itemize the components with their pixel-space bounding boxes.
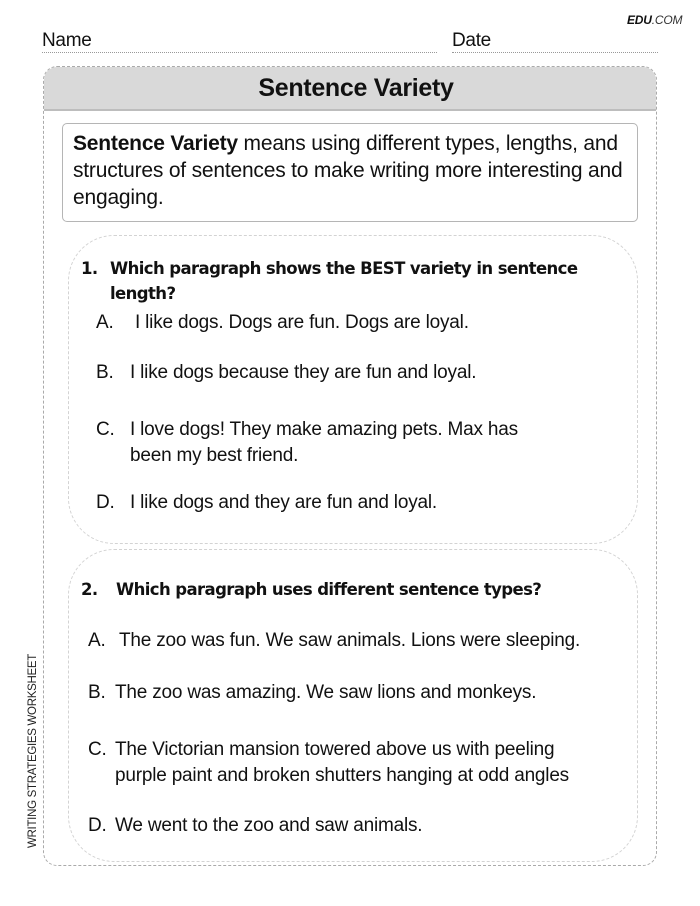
option-text-continued: been my best friend.	[130, 445, 299, 466]
question-number: 2.	[81, 580, 98, 599]
worksheet-header	[44, 67, 656, 111]
option-d[interactable]	[88, 813, 633, 839]
question-prompt-line: Which paragraph shows the BEST variety in sentence	[110, 259, 578, 278]
option-text: The zoo was amazing. We saw lions and monkeys.	[115, 682, 537, 703]
brand-logo-suffix: .COM	[651, 13, 683, 27]
option-letter: B.	[96, 362, 114, 383]
option-b[interactable]	[96, 360, 616, 386]
option-letter: B.	[88, 682, 106, 703]
option-text: I like dogs and they are fun and loyal.	[130, 492, 437, 513]
worksheet-card	[43, 66, 657, 866]
definition-box	[62, 123, 638, 222]
option-text: I like dogs. Dogs are fun. Dogs are loyal.	[135, 312, 469, 333]
question-number: 1.	[81, 259, 98, 278]
option-text: I like dogs because they are fun and loyal.	[130, 362, 477, 383]
option-letter: A.	[96, 312, 114, 333]
option-d[interactable]	[96, 490, 616, 516]
worksheet-title: Sentence Variety	[258, 73, 454, 102]
definition-term: Sentence Variety	[73, 132, 238, 155]
option-a[interactable]	[88, 628, 633, 654]
name-label: Name	[42, 30, 92, 51]
question-prompt-line: length?	[110, 284, 176, 303]
option-letter: D.	[88, 815, 107, 836]
option-c[interactable]	[96, 417, 616, 469]
option-text: The zoo was fun. We saw animals. Lions were sleeping.	[119, 630, 581, 651]
brand-logo	[627, 13, 682, 27]
option-letter: D.	[96, 492, 115, 513]
option-text: The Victorian mansion towered above us with peeling	[115, 739, 555, 760]
option-text: We went to the zoo and saw animals.	[115, 815, 423, 836]
question-card-2	[68, 549, 638, 862]
option-letter: C.	[96, 419, 115, 440]
option-b[interactable]	[88, 680, 633, 706]
option-text: I love dogs! They make amazing pets. Max has	[130, 419, 518, 440]
option-letter: C.	[88, 739, 107, 760]
definition-text: means using different types, lengths, and structures of sentences to make writing more interesting and engaging.	[73, 132, 623, 209]
question-prompt	[81, 256, 621, 306]
name-field[interactable]	[42, 30, 437, 53]
brand-logo-bold: EDU	[627, 13, 652, 27]
option-text-continued: purple paint and broken shutters hanging at odd angles	[115, 765, 569, 786]
option-letter: A.	[88, 630, 106, 651]
question-prompt-line: Which paragraph uses different sentence types?	[116, 580, 542, 599]
option-a[interactable]	[96, 310, 616, 336]
side-label: WRITING STRATEGIES WORKSHEET	[27, 654, 39, 848]
question-card-1	[68, 235, 638, 544]
question-prompt	[81, 577, 621, 602]
date-label: Date	[452, 30, 491, 51]
date-field[interactable]	[452, 30, 658, 53]
option-c[interactable]	[88, 737, 633, 789]
